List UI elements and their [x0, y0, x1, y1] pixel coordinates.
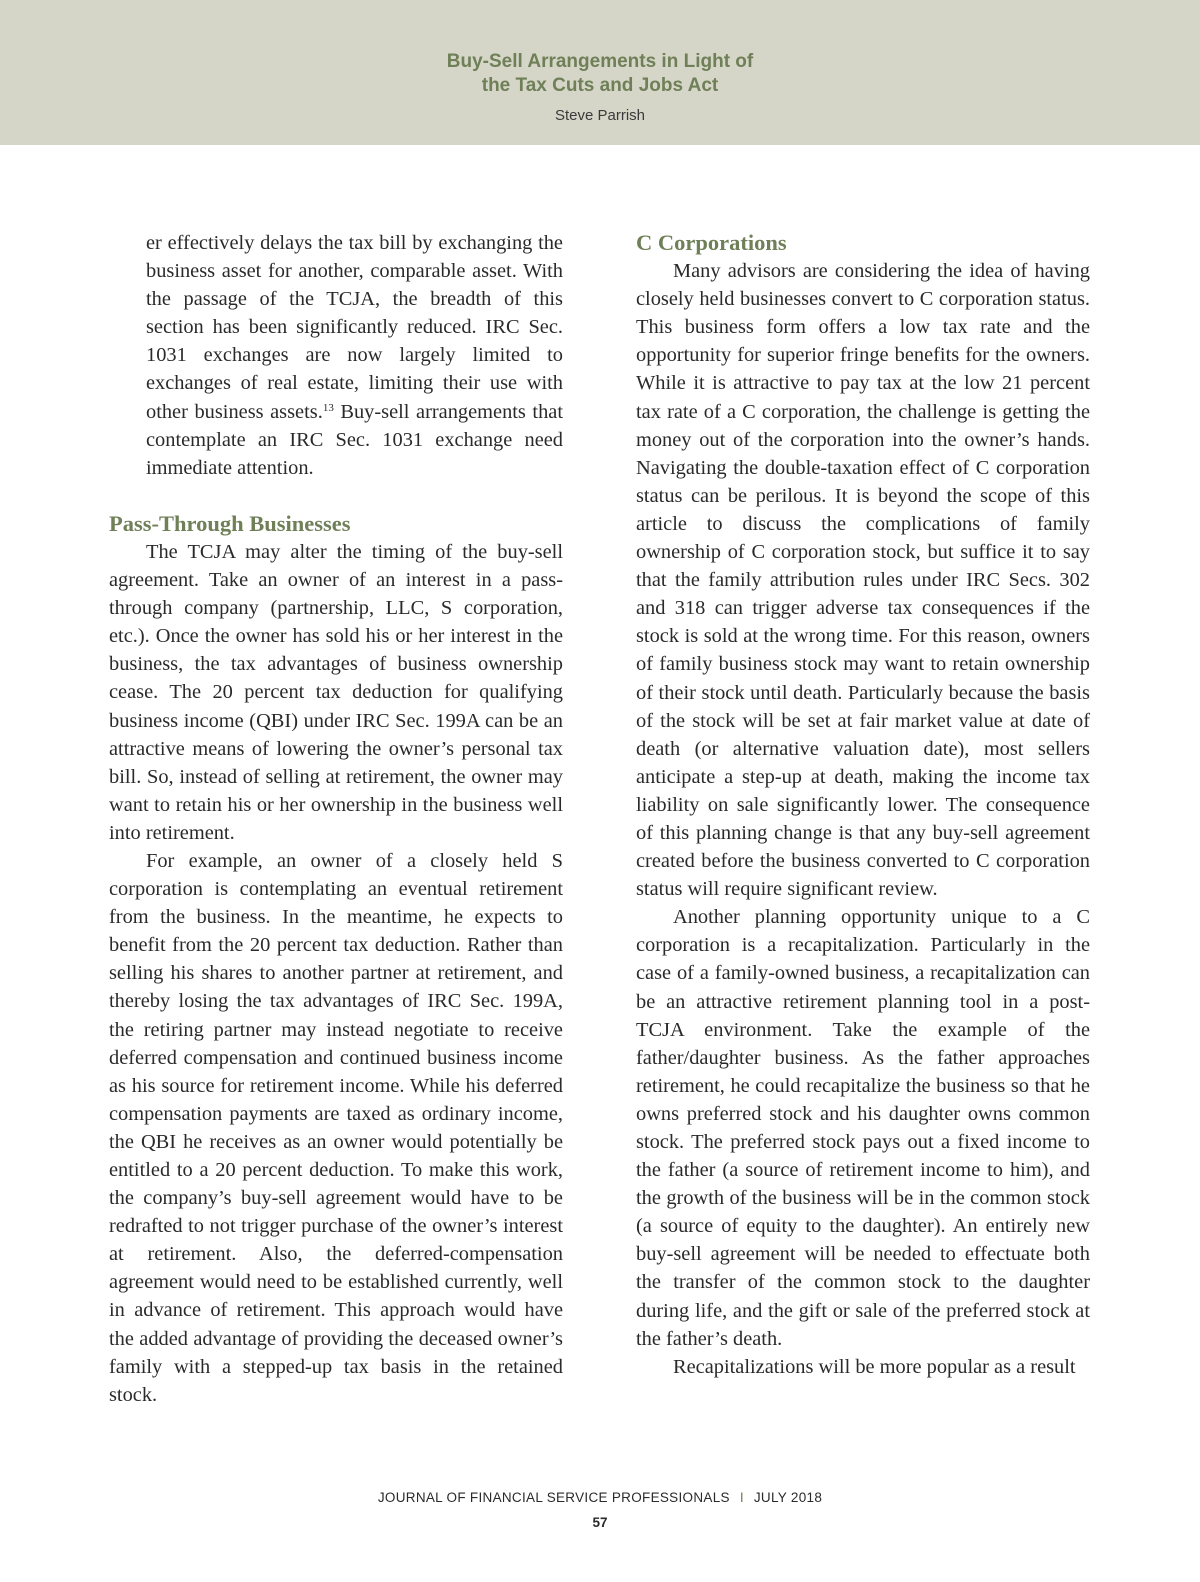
footnote-ref: 13 — [322, 401, 334, 414]
body-paragraph: For example, an owner of a closely held S corporation is contemplating an eventual retirement from the business. In the meantime, he expects to benefit from the 20 percent tax deduction. Rather than selling his shares to another partner at retirement, and thereby losing the tax advantages of IRC Sec. 199A, the retiring partner may instead negotiate to receive deferred compensation and continued business income as his source for retirement income. While his deferred compensation payments are taxed as ordinary income, the QBI he receives as an owner would potentially be entitled to a 20 percent deduction. To make this work, the company’s buy-sell agreement would have to be redrafted to not trigger purchase of the owner’s interest at retirement. Also, the deferred-compensation agreement would need to be established currently, well in advance of retirement. This approach would have the added advantage of providing the deceased owner’s family with a stepped-up tax basis in the retained stock. — [109, 849, 563, 1406]
footer-separator: I — [739, 1490, 744, 1505]
article-title — [0, 50, 1200, 98]
body-paragraph: Another planning opportunity unique to a C corporation is a recapitalization. Particularly in the case of a family-owned business, a recapitalization can be an attractive retirement planning tool in a post-TCJA environment. Take the example of the father/daughter business. As the father approaches retirement, he could recapitalize the business so that he owns preferred stock and his daughter owns common stock. The preferred stock pays out a fixed income to the father (a source of retirement income to him), and the growth of the business will be in the common stock (a source of equity to the daughter). An entirely new buy-sell agreement will be needed to effectuate both the transfer of the common stock to the daughter during life, and the gift or sale of the preferred stock at the father’s death. — [636, 906, 1090, 1350]
article-title-line-1: Buy-Sell Arrangements in Light of — [446, 51, 754, 72]
page-number: 57 — [592, 1515, 608, 1530]
journal-footer — [0, 1490, 1200, 1505]
issue-date: JULY 2018 — [753, 1490, 823, 1505]
left-column — [109, 229, 563, 1409]
article-title-line-2: the Tax Cuts and Jobs Act — [481, 75, 719, 96]
journal-name: JOURNAL OF FINANCIAL SERVICE PROFESSIONALS — [377, 1490, 730, 1505]
body-paragraph: Many advisors are considering the idea of having closely held businesses convert to C corporation status. This business form offers a low tax rate and the opportunity for superior fringe benefits for the owners. While it is attractive to pay tax at the low 21 percent tax rate of a C corporation, the challenge is getting the money out of the corporation into the owner’s hands. Navigating the double-taxation effect of C corporation status can be perilous. It is beyond the scope of this article to discuss the complications of family ownership of C corporation stock, but suffice it to say that the family attribution rules under IRC Secs. 302 and 318 can trigger adverse tax consequences if the stock is sold at the wrong time. For this reason, owners of family business stock may want to retain ownership of their stock until death. Particularly because the basis of the stock will be set at fair market value at date of death (or alternative valuation date), most sellers anticipate a step-up at death, making the income tax liability on sale significantly lower. The consequence of this planning change is that any buy-sell agreement created before the business converted to C corporation status will require significant review. — [636, 260, 1090, 901]
section-heading-c-corporations: C Corporations — [636, 230, 787, 255]
continuation-text: er effectively delays the tax bill by exchanging the business asset for another, comparable asset. With the passage of the TCJA, the breadth of this section has been significantly reduced. IRC Sec. 1031 exchanges are now largely limited to exchanges of real estate, limiting their use with other business assets. — [146, 232, 563, 423]
body-paragraph: The TCJA may alter the timing of the buy-sell agreement. Take an owner of an interest in a pass-through company (partnership, LLC, S corporation, etc.). Once the owner has sold his or her interest in the business, the tax advantages of business ownership cease. The 20 percent tax deduction for qualifying business income (QBI) under IRC Sec. 199A can be an attractive means of lowering the owner’s personal tax bill. So, instead of selling at retirement, the owner may want to retain his or her ownership in the business well into retirement. — [109, 540, 563, 844]
right-column — [636, 229, 1090, 1381]
continuation-text-after: Buy-sell arrangements that contemplate an IRC Sec. 1031 exchange need immediate attention. — [146, 400, 564, 479]
section-gap — [109, 482, 563, 510]
continuation-paragraph — [109, 229, 563, 482]
body-paragraph: Recapitalizations will be more popular as a result — [673, 1355, 1076, 1378]
article-author: Steve Parrish — [554, 107, 646, 124]
section-heading-pass-through: Pass-Through Businesses — [109, 510, 351, 536]
